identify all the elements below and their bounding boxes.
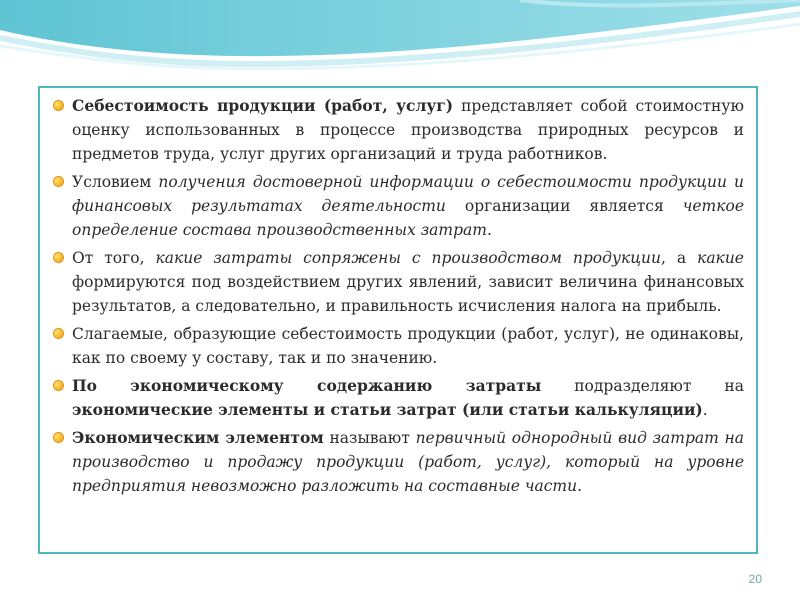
list-item — [52, 246, 744, 318]
bullet-dot-icon — [54, 177, 63, 186]
bold-term: По экономическому содержанию затраты — [72, 376, 542, 395]
bullet-text: представляет собой стоимостную оценку использованных в процессе производства природных ресурсов и предметов труда, услуг других организаций и труда работников. — [72, 97, 744, 163]
italic-phrase: четкое определение состава производственных затрат — [72, 197, 744, 239]
italic-phrase: какие затраты сопряжены с производством продукции — [155, 249, 661, 267]
bullet-dot-icon — [54, 253, 63, 262]
bold-term: экономические элементы и статьи затрат (или статьи калькуляции) — [72, 400, 703, 419]
list-item — [52, 426, 744, 498]
italic-phrase: первичный однородный вид затрат на производство и продажу продукции (работ, услуг), который на уровне предприятия невозможно разложить на составные части. — [72, 429, 744, 495]
bullet-dot-icon — [54, 381, 63, 390]
bullet-text: организации является — [445, 197, 683, 215]
bullet-text: подразделяют на — [541, 377, 745, 395]
italic-phrase: какие — [697, 249, 744, 267]
list-item — [52, 94, 744, 166]
bullet-text: . — [702, 401, 708, 419]
header-wave-decoration — [0, 0, 800, 70]
bullet-text: Слагаемые, образующие себестоимость продукции (работ, услуг), не одинаковы, как по своему у составу, так и по значению. — [72, 325, 744, 367]
list-item — [52, 170, 744, 242]
bullet-text: , а — [661, 249, 698, 267]
bullet-text: формируются под воздействием других явлений, зависит величина финансовых результатов, а следовательно, и правильность исчисления налога на прибыль. — [72, 273, 744, 315]
bullet-text: От того, — [72, 249, 156, 267]
bullet-dot-icon — [54, 329, 63, 338]
bold-term: Себестоимость продукции (работ, услуг) — [72, 96, 454, 115]
content-frame — [38, 86, 758, 554]
bullet-dot-icon — [54, 433, 63, 442]
list-item — [52, 322, 744, 370]
page-number: 20 — [748, 572, 762, 586]
list-item — [52, 374, 744, 422]
bullet-text: . — [486, 221, 492, 239]
bullet-dot-icon — [54, 101, 63, 110]
bullet-list — [52, 94, 744, 498]
bullet-text: называют — [323, 429, 416, 447]
italic-phrase: получения достоверной информации о себестоимости продукции и финансовых результатах деятельности — [72, 173, 745, 215]
bold-term: Экономическим элементом — [72, 428, 324, 447]
bullet-text: Условием — [72, 173, 159, 191]
